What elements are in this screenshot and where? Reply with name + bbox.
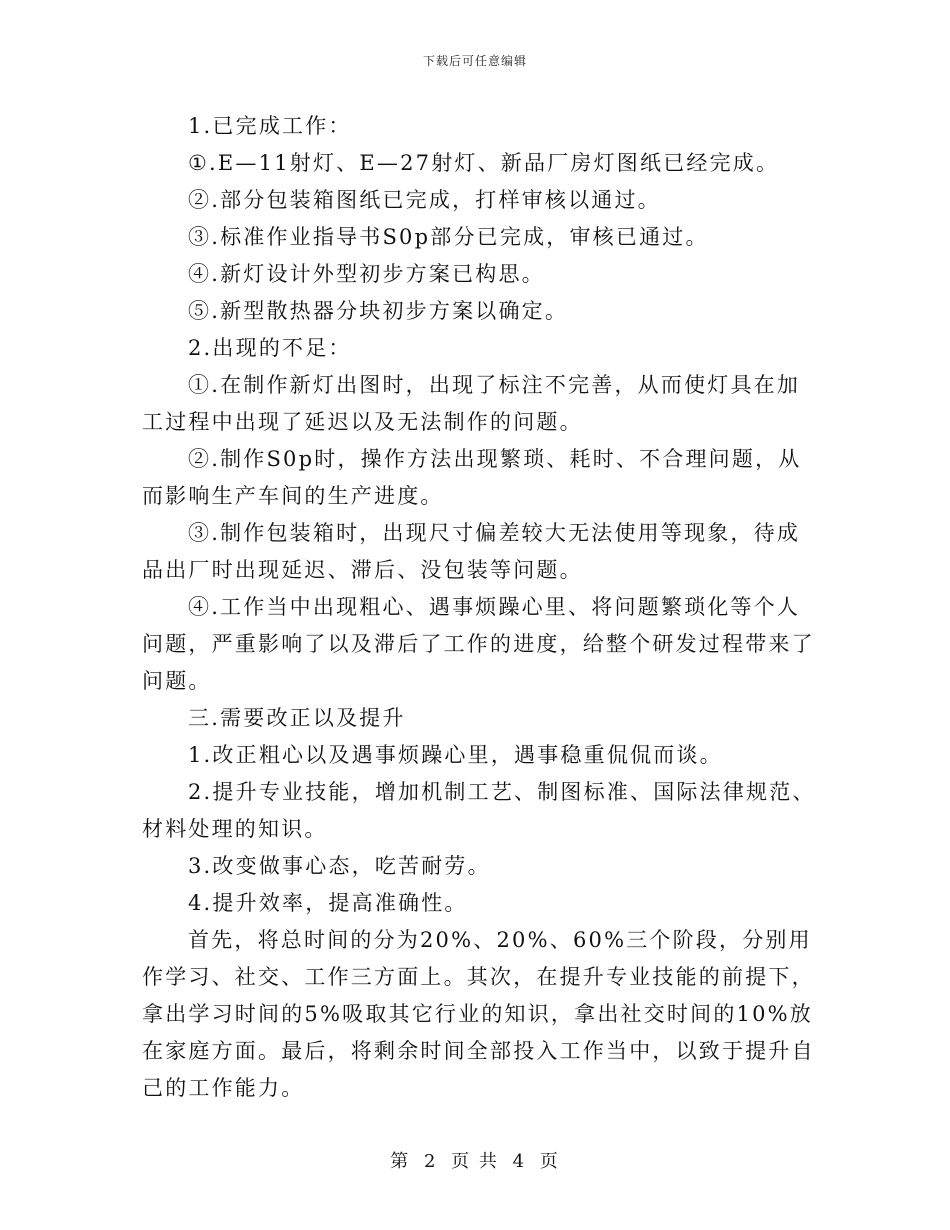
page-footer <box>0 1147 950 1173</box>
paragraph: ③.标准作业指导书S0p部分已完成，审核已通过。 <box>188 225 709 249</box>
paragraph: ④.新灯设计外型初步方案已构思。 <box>188 262 545 286</box>
footer-suffix: 页 <box>539 1151 560 1172</box>
paragraph: 1.改正粗心以及遇事烦躁心里，遇事稳重侃侃而谈。 <box>188 743 723 767</box>
paragraph: ⑤.新型散热器分块初步方案以确定。 <box>188 299 569 323</box>
section-heading-improvement: 三.需要改正以及提升 <box>188 706 406 730</box>
paragraph: 4.提升效率，提高准确性。 <box>188 891 468 915</box>
paragraph: ①.在制作新灯出图时，出现了标注不完善，从而使灯具在加工过程中出现了延迟以及无法制作的问题。 <box>142 373 801 434</box>
paragraph: ④.工作当中出现粗心、遇事烦躁心里、将问题繁琐化等个人问题，严重影响了以及滞后了工作的进度，给整个研发过程带来了问题。 <box>142 595 815 693</box>
page-header: 下载后可任意编辑 <box>422 54 527 68</box>
paragraph: ③.制作包装箱时，出现尺寸偏差较大无法使用等现象，待成品出厂时出现延迟、滞后、没包装等问题。 <box>142 521 801 582</box>
paragraph: 2.提升专业技能，增加机制工艺、制图标准、国际法律规范、材料处理的知识。 <box>142 780 816 841</box>
paragraph: ②.制作S0p时，操作方法出现繁琐、耗时、不合理问题，从而影响生产车间的生产进度。 <box>142 447 802 508</box>
paragraph: 首先，将总时间的分为20%、20%、60%三个阶段，分别用作学习、社交、工作三方面上。其次，在提升专业技能的前提下，拿出学习时间的5%吸取其它行业的知识，拿出社交时间的10%放在家庭方面。最后，将剩余时间全部投入工作当中，以致于提升自己的工作能力。 <box>142 928 815 1100</box>
document-body <box>142 108 817 1107</box>
footer-prefix: 第 <box>390 1151 411 1172</box>
section-heading-completed: 1.已完成工作： <box>188 114 352 138</box>
paragraph: 3.改变做事心态，吃苦耐劳。 <box>188 854 491 878</box>
paragraph: ①.E—11射灯、E—27射灯、新品厂房灯图纸已经完成。 <box>188 151 780 175</box>
footer-total-pages: 4 <box>512 1151 527 1172</box>
footer-current-page: 2 <box>423 1151 438 1172</box>
footer-middle: 页 共 <box>451 1151 499 1172</box>
section-heading-shortcomings: 2.出现的不足： <box>188 336 352 360</box>
paragraph: ②.部分包装箱图纸已完成，打样审核以通过。 <box>188 188 661 212</box>
